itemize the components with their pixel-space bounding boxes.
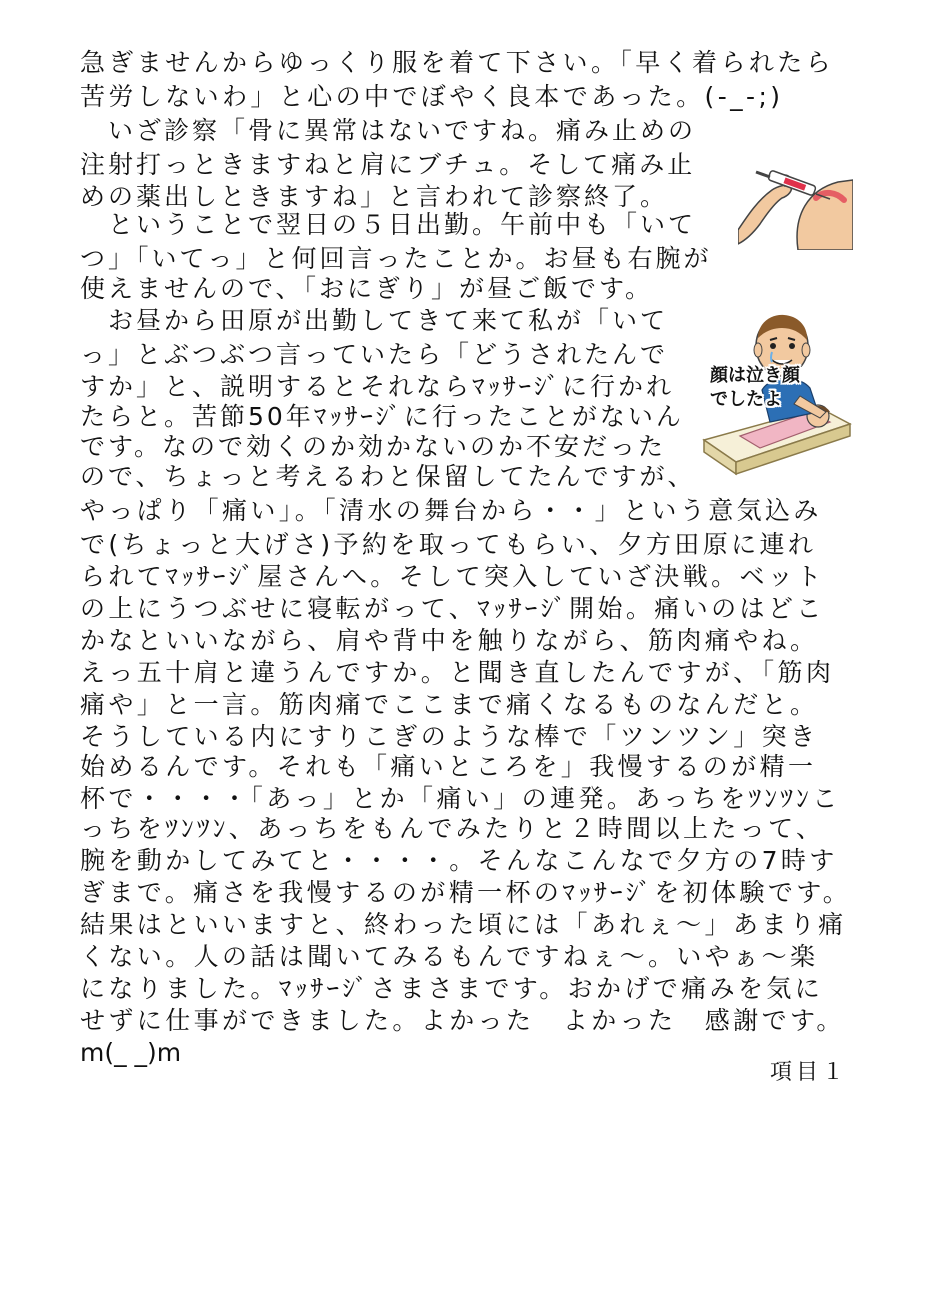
text-line: つ」「いてっ」と何回言ったことか。お昼も右腕が xyxy=(80,244,712,273)
text-line: 痛や」と一言。筋肉痛でここまで痛くなるものなんだと。 xyxy=(80,690,819,719)
text-line: になりました。ﾏｯｻｰｼﾞさまさまです。おかげで痛みを気に xyxy=(80,974,824,1003)
text-line: そうしている内にすりこぎのような棒で「ツンツン」突き xyxy=(80,722,819,751)
text-line: かなといいながら、肩や背中を触りながら、筋肉痛やね。 xyxy=(80,626,819,655)
item-label: 項目１ xyxy=(770,1060,849,1085)
text-line: で(ちょっと大げさ)予約を取ってもらい、夕方田原に連れ xyxy=(80,530,817,559)
illustration-caption xyxy=(710,364,800,412)
text-line: 苦労しないわ」と心の中でぼやく良本であった。(-_-;) xyxy=(80,82,784,111)
text-line: 急ぎませんからゆっくり服を着て下さい。「早く着られたら xyxy=(80,48,835,77)
text-line: です。なので効くのか効かないのか不安だった xyxy=(80,432,667,461)
signoff-emoticon: m(_ _)m xyxy=(80,1038,182,1067)
text-line: めの薬出しときますね」と言われて診察終了。 xyxy=(80,182,669,211)
injection-icon xyxy=(738,120,853,250)
text-line: 注射打っときますねと肩にブチュ。そして痛み止 xyxy=(80,150,696,179)
text-line: えっ五十肩と違うんですか。と聞き直したんですが、「筋肉 xyxy=(80,658,835,687)
text-line: やっぱり「痛い」。「清水の舞台から・・」という意気込み xyxy=(80,496,822,525)
injection-illustration xyxy=(738,120,853,250)
text-line: たらと。苦節50年ﾏｯｻｰｼﾞに行ったことがないん xyxy=(80,402,684,431)
text-line: ぎまで。痛さを我慢するのが精一杯のﾏｯｻｰｼﾞを初体験です。 xyxy=(80,878,852,907)
text-line: っ」とぶつぶつ言っていたら「どうされたんで xyxy=(80,340,669,369)
text-line: くない。人の話は聞いてみるもんですねぇ～。いやぁ～楽 xyxy=(80,942,819,971)
text-line: 腕を動かしてみてと・・・・。そんなこんなで夕方の7時す xyxy=(80,846,838,875)
text-line: すか」と、説明するとそれならﾏｯｻｰｼﾞに行かれ xyxy=(80,372,675,401)
text-line: 使えませんので、「おにぎり」が昼ご飯です。 xyxy=(80,274,654,303)
caption-line-1: 顔は泣き顔 xyxy=(710,365,800,386)
caption-line-2: でしたよ xyxy=(710,389,782,410)
text-line: 始めるんです。それも「痛いところを」我慢するのが精一 xyxy=(80,752,817,781)
text-line: 結果はといいますと、終わった頃には「あれぇ～」あまり痛 xyxy=(80,910,847,939)
text-line: られてﾏｯｻｰｼﾞ屋さんへ。そして突入していざ決戦。ベット xyxy=(80,562,825,591)
text-line: の上にうつぶせに寝転がって、ﾏｯｻｰｼﾞ開始。痛いのはどこ xyxy=(80,594,825,623)
text-line: ので、ちょっと考えるわと保留してたんですが、 xyxy=(80,462,696,491)
text-line: っちをﾂﾝﾂﾝ、あっちをもんでみたりと２時間以上たって、 xyxy=(80,814,825,843)
text-line: ということで翌日の５日出勤。午前中も「いて xyxy=(80,210,697,239)
text-line: せずに仕事ができました。よかった よかった 感謝です。 xyxy=(80,1006,845,1035)
text-line: お昼から田原が出勤してきて来て私が「いて xyxy=(80,306,669,335)
text-line: 杯で・・・・「あっ」とか「痛い」の連発。あっちをﾂﾝﾂﾝこ xyxy=(80,784,841,813)
massage-illustration xyxy=(700,312,852,476)
text-line: いざ診察「骨に異常はないですね。痛み止めの xyxy=(80,116,697,145)
